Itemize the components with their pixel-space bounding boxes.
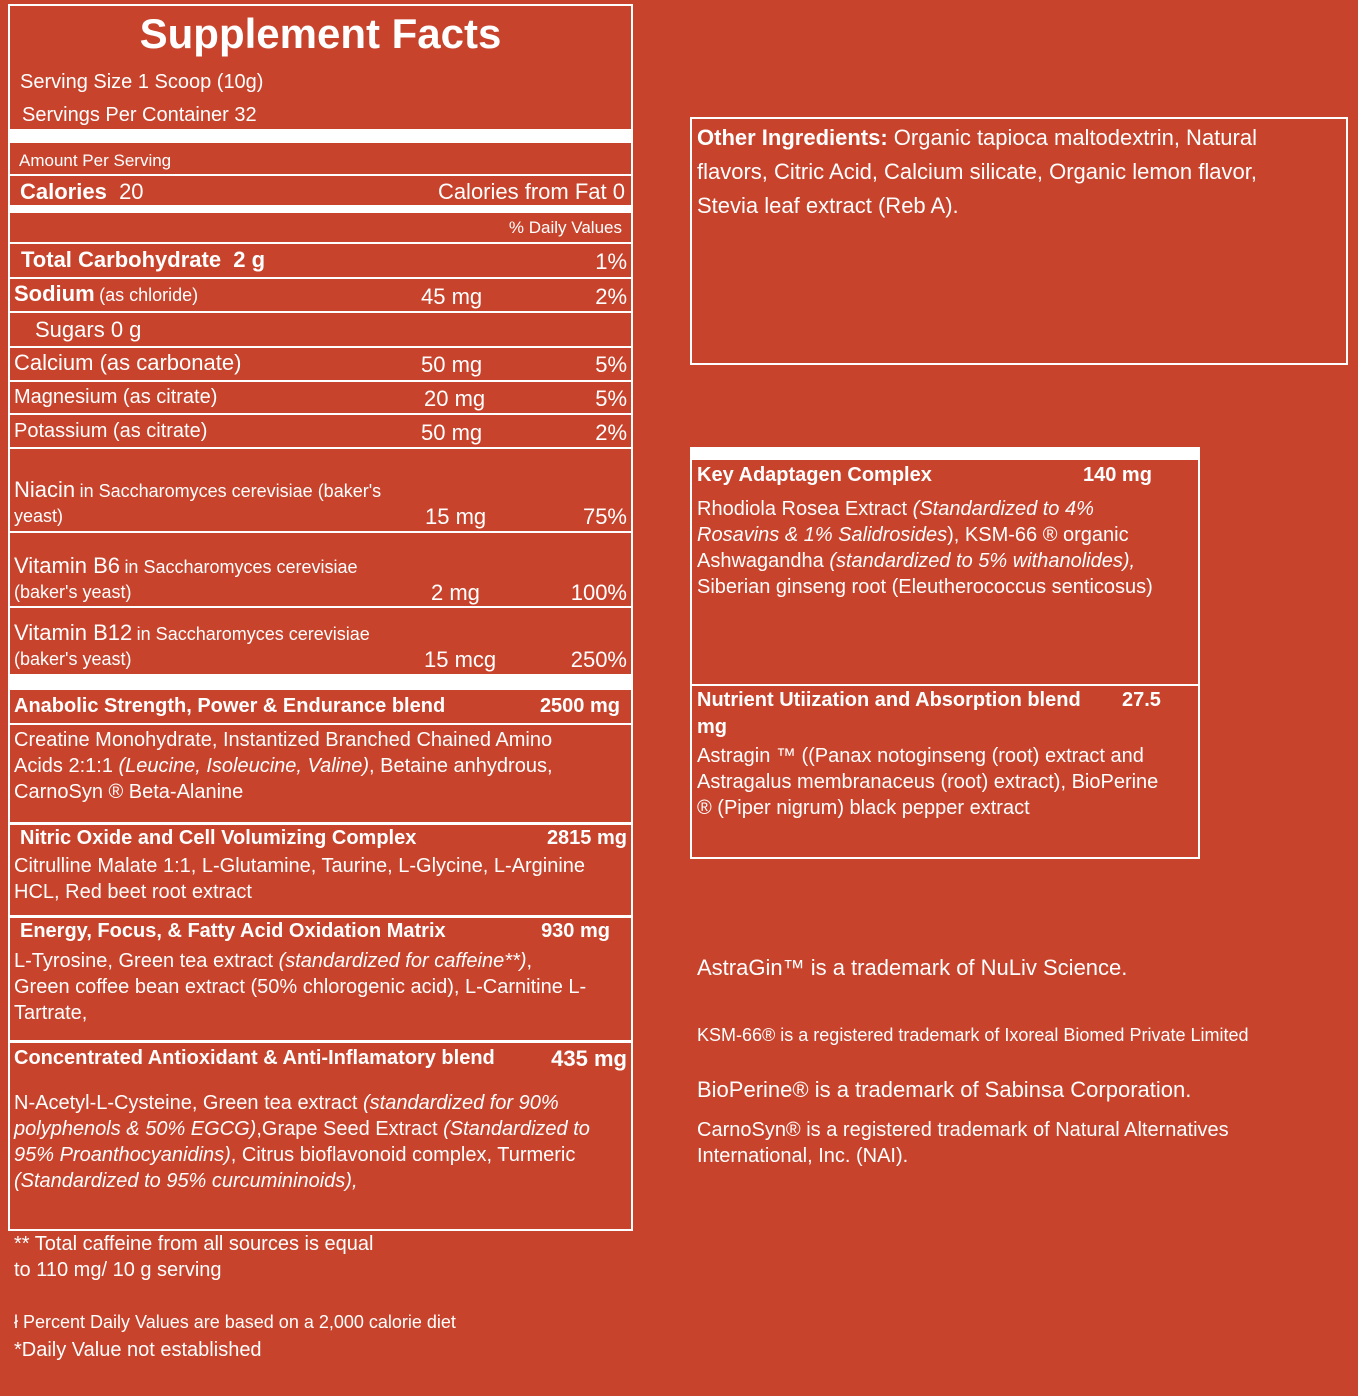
blend-ingredients: [14, 853, 585, 905]
thick-divider: [10, 674, 631, 690]
divider: [10, 606, 631, 608]
blend-name: Anabolic Strength, Power & Endurance blend: [14, 695, 446, 717]
nutrient-amount: 50 mg: [421, 420, 483, 445]
nutrient-amount: 2 mg: [431, 580, 480, 605]
nutrient-dv: 5%: [595, 352, 627, 377]
ingredient-line: Siberian ginseng root (Eleutherococcus senticosus): [697, 576, 1153, 598]
nutrient-dv: 1%: [595, 249, 627, 274]
trademark-astragin: AstraGin™ is a trademark of NuLiv Science.: [697, 955, 1128, 980]
caffeine-footnote: [14, 1231, 373, 1283]
nutrient-note: yeast): [14, 506, 64, 526]
ingredient-line: Green coffee bean extract (50% chlorogenic acid), L-Carnitine L-: [14, 976, 587, 998]
nutrient-amount: 15 mg: [425, 504, 487, 529]
ingredient-line: 95% Proanthocyanidins), Citrus bioflavonoid complex, Turmeric: [14, 1144, 576, 1166]
facts-title: Supplement Facts: [139, 10, 502, 57]
nutrient-name: Potassium (as citrate): [14, 420, 208, 442]
blend-ingredients: [14, 727, 553, 805]
divider: [10, 311, 631, 313]
thick-divider: [692, 447, 1198, 460]
divider: [10, 277, 631, 279]
ingredient-line: Astragalus membranaceus (root) extract), BioPerine: [697, 771, 1159, 793]
nutrient-note: in Saccharomyces cerevisiae (baker's: [79, 481, 382, 501]
trademark-ksm66: KSM-66® is a registered trademark of Ixoreal Biomed Private Limited: [697, 1025, 1249, 1045]
dv-header: % Daily Values: [508, 218, 622, 237]
nutrient-name: Calcium (as carbonate): [14, 350, 242, 375]
sodium-row: [14, 281, 198, 307]
nutrient-note: (baker's yeast): [14, 649, 132, 669]
divider: [692, 684, 1198, 686]
servings-per-container: Servings Per Container 32: [22, 104, 257, 126]
thick-divider: [10, 205, 631, 213]
nutrient-blend-ingredients: [697, 743, 1158, 821]
trademark-carnosyn: [697, 1117, 1229, 1169]
calories-row: [20, 179, 144, 205]
blend-amount: 435 mg: [551, 1046, 627, 1071]
footnote-line: to 110 mg/ 10 g serving: [14, 1259, 222, 1281]
nutrient-note: in Saccharomyces cerevisiae: [124, 557, 358, 577]
nutrient-name: Magnesium (as citrate): [14, 386, 218, 408]
nutrient-note: (as chloride): [99, 285, 199, 305]
nutrient-amount: 50 mg: [421, 352, 483, 377]
nutrient-blend-name: Nutrient Utiization and Absorption blend: [697, 689, 1081, 711]
ingredient-line: flavors, Citric Acid, Calcium silicate, Organic lemon flavor,: [697, 159, 1257, 184]
ingredient-line: Rosavins & 1% Salidrosides), KSM-66 ® organic: [697, 524, 1129, 546]
calories-label: Calories: [20, 179, 107, 204]
ingredient-line: Citrulline Malate 1:1, L-Glutamine, Taurine, L-Glycine, L-Arginine: [14, 855, 586, 877]
trademark-bioperine: BioPerine® is a trademark of Sabinsa Corporation.: [697, 1077, 1192, 1102]
vitamin-b6-row: [14, 553, 358, 579]
blend-ingredients: [14, 1090, 590, 1194]
nutrient-amount: 15 mcg: [424, 647, 497, 672]
sugars-row: Sugars 0 g: [35, 317, 142, 342]
blend-name: Energy, Focus, & Fatty Acid Oxidation Matrix: [20, 920, 446, 942]
dv-footnote: ł Percent Daily Values are based on a 2,000 calorie diet: [14, 1312, 456, 1332]
not-established-footnote: *Daily Value not established: [14, 1339, 262, 1361]
ingredient-line: CarnoSyn ® Beta-Alanine: [14, 781, 244, 803]
nutrient-amount: 45 mg: [421, 284, 483, 309]
ingredient-line: N-Acetyl-L-Cysteine, Green tea extract (standardized for 90%: [14, 1092, 559, 1114]
serving-size: Serving Size 1 Scoop (10g): [20, 71, 264, 93]
nutrient-dv: 5%: [595, 386, 627, 411]
blend-amount: 2500 mg: [539, 695, 620, 717]
vitamin-b12-row: [14, 620, 370, 646]
nutrient-name: Sodium: [14, 281, 95, 306]
divider: [10, 1040, 631, 1043]
calories-value: 20: [119, 179, 144, 204]
nutrient-note: (baker's yeast): [14, 582, 132, 602]
trademark-line: CarnoSyn® is a registered trademark of Natural Alternatives: [697, 1119, 1229, 1141]
divider: [10, 380, 631, 382]
nutrient-dv: 250%: [570, 647, 627, 672]
ingredient-line: Astragin ™ ((Panax notoginseng (root) extract and: [697, 745, 1144, 767]
blend-ingredients: [14, 948, 586, 1026]
ingredient-line: Acids 2:1:1 (Leucine, Isoleucine, Valine), Betaine anhydrous,: [14, 755, 553, 777]
ingredient-line: Stevia leaf extract (Reb A).: [697, 193, 959, 218]
nutrient-amount: 20 mg: [424, 386, 486, 411]
other-ingredients-text: [697, 121, 1257, 223]
ingredient-line: Other Ingredients: Organic tapioca maltodextrin, Natural: [697, 125, 1257, 150]
ingredient-line: Ashwagandha (standardized to 5% withanolides),: [697, 550, 1136, 572]
blend-amount: 2815 mg: [546, 827, 627, 849]
divider: [10, 174, 631, 176]
ingredient-line: Tartrate,: [14, 1002, 88, 1024]
total-carbohydrate-row: [21, 247, 265, 273]
nutrient-name: Vitamin B6: [14, 553, 120, 578]
amount-per-serving: Amount Per Serving: [19, 151, 172, 170]
blend-amount: 930 mg: [541, 920, 610, 942]
other-ingredients-label: Other Ingredients:: [697, 125, 888, 150]
nutrient-name: Vitamin B12: [14, 620, 133, 645]
ingredient-line: polyphenols & 50% EGCG),Grape Seed Extract (Standardized to: [14, 1118, 590, 1140]
footnote-line: ** Total caffeine from all sources is equal: [14, 1233, 374, 1255]
divider: [10, 242, 631, 244]
nutrient-dv: 100%: [570, 580, 627, 605]
nutrient-dv: 2%: [595, 284, 627, 309]
divider: [10, 447, 631, 449]
adaptogen-ingredients: [697, 496, 1153, 600]
thick-divider: [10, 129, 631, 143]
nutrient-name: Total Carbohydrate: [21, 247, 222, 272]
adaptogen-amount: 140 mg: [1083, 464, 1152, 486]
divider: [10, 413, 631, 415]
trademark-line: International, Inc. (NAI).: [697, 1145, 909, 1167]
nutrient-name: Niacin: [14, 477, 76, 502]
divider: [10, 723, 631, 725]
nutrient-blend-unit: mg: [697, 716, 727, 738]
blend-name: Nitric Oxide and Cell Volumizing Complex: [20, 827, 417, 849]
adaptogen-name: Key Adaptagen Complex: [697, 464, 932, 486]
ingredient-line: ® (Piper nigrum) black pepper extract: [697, 797, 1030, 819]
divider: [10, 346, 631, 348]
divider: [10, 822, 631, 825]
blend-name: Concentrated Antioxidant & Anti-Inflamatory blend: [14, 1047, 495, 1069]
nutrient-note: in Saccharomyces cerevisiae: [136, 624, 370, 644]
nutrient-dv: 75%: [582, 504, 627, 529]
divider: [10, 531, 631, 533]
nutrient-amount: 2 g: [233, 247, 266, 272]
calories-from-fat: Calories from Fat 0: [437, 179, 625, 204]
ingredient-line: L-Tyrosine, Green tea extract (standardized for caffeine**),: [14, 950, 533, 972]
niacin-row: [14, 477, 381, 503]
nutrient-dv: 2%: [595, 420, 627, 445]
ingredient-line: HCL, Red beet root extract: [14, 881, 252, 903]
divider: [10, 915, 631, 918]
ingredient-line: Creatine Monohydrate, Instantized Branched Chained Amino: [14, 729, 553, 751]
nutrient-blend-amount: 27.5: [1122, 689, 1161, 711]
ingredient-line: Rhodiola Rosea Extract (Standardized to 4%: [697, 498, 1094, 520]
ingredient-line: (Standardized to 95% curcumininoids),: [14, 1170, 358, 1192]
